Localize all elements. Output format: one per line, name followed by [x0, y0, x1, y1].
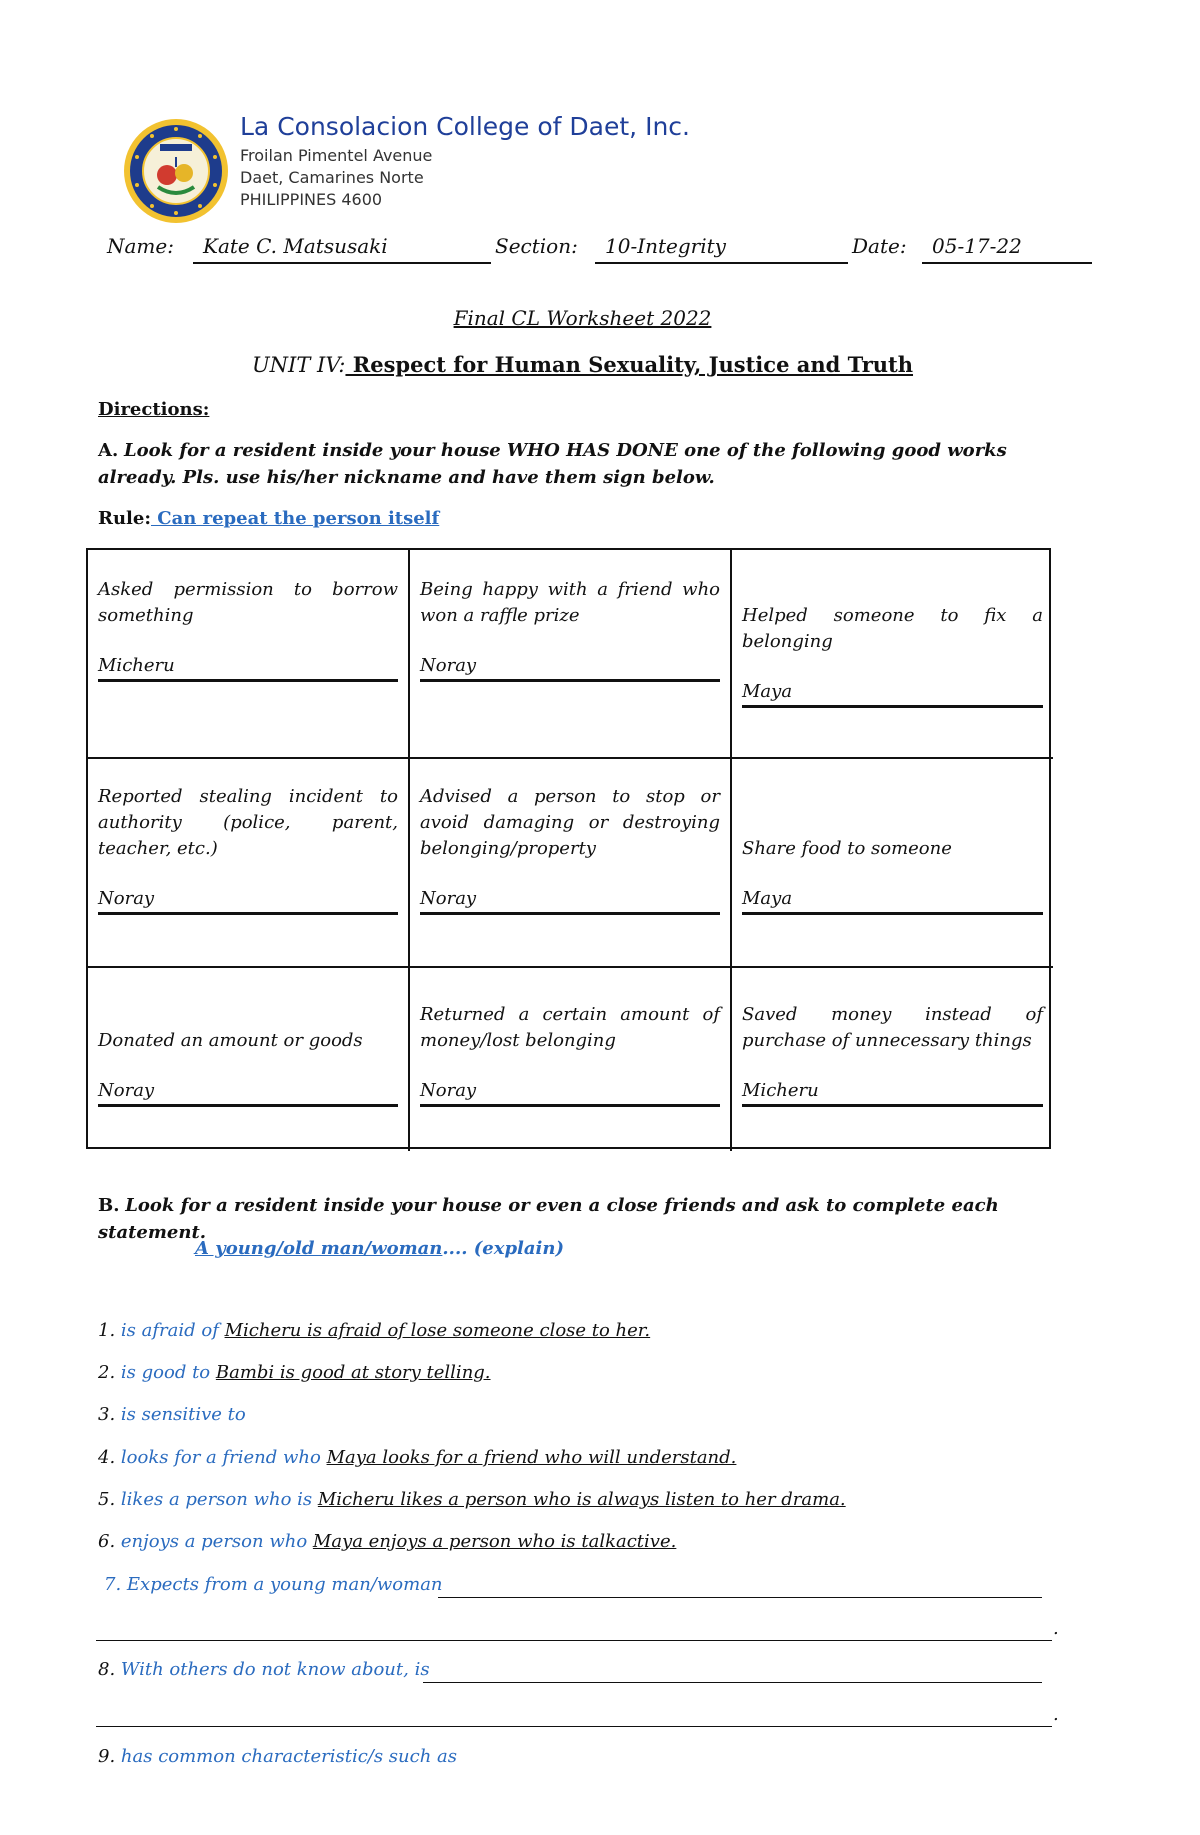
- grid-cell: [732, 968, 1053, 1151]
- section-label: Section:: [495, 234, 578, 258]
- school-seal-logo: [122, 117, 230, 225]
- prompt-suffix: .... (explain): [442, 1238, 564, 1259]
- school-address-line-3: PHILIPPINES 4600: [240, 190, 383, 209]
- grid-task: Share food to someone: [742, 838, 952, 859]
- item-stem: is sensitive to: [115, 1404, 246, 1425]
- item-number: 3.: [98, 1404, 116, 1425]
- school-name: La Consolacion College of Daet, Inc.: [240, 112, 690, 141]
- date-label: Date:: [852, 234, 907, 258]
- unit-prefix: UNIT IV:: [251, 353, 346, 377]
- item-number: 8.: [98, 1659, 116, 1680]
- part-a-text: Look for a resident inside your house WHO HAS DONE one of the following good works already. Pls. use his/her nickname and have them sign below.: [98, 440, 1007, 488]
- grid-signer: Maya: [742, 886, 1043, 915]
- statement-item-8: [98, 1659, 430, 1680]
- grid-task: Saved money instead of purchase of unnecessary things: [742, 1004, 1043, 1051]
- answer-line: [96, 1640, 1052, 1641]
- grid-task: Asked permission to borrow something: [98, 579, 398, 626]
- statement-item-9: [98, 1746, 457, 1767]
- part-b-text: Look for a resident inside your house or even a close friends and ask to complete each statement.: [98, 1195, 999, 1243]
- item-stem: enjoys a person who: [115, 1531, 313, 1552]
- grid-cell: [410, 759, 732, 968]
- item-answer: Micheru likes a person who is always listen to her drama.: [317, 1489, 846, 1510]
- directions-a: [98, 437, 1068, 491]
- item-stem: is afraid of: [115, 1320, 225, 1341]
- item-answer: Maya enjoys a person who is talkactive.: [312, 1531, 677, 1552]
- date-value: 05-17-22: [922, 234, 1092, 264]
- grid-signer: Maya: [742, 679, 1043, 708]
- grid-signer: Noray: [98, 1078, 398, 1107]
- student-info-line: [107, 232, 1092, 266]
- unit-heading: [0, 352, 1165, 377]
- grid-task: Returned a certain amount of money/lost belonging: [420, 1004, 720, 1051]
- item-stem: Expects from a young man/woman: [121, 1574, 443, 1595]
- student-name: Kate C. Matsusaki: [193, 234, 491, 264]
- item-number: 6.: [98, 1531, 116, 1552]
- statement-item-4: [98, 1447, 736, 1468]
- part-b-letter: B.: [98, 1195, 120, 1216]
- grid-cell: [732, 759, 1053, 968]
- grid-cell: [88, 759, 410, 968]
- prompt-text: A young/old man/woman: [195, 1238, 443, 1259]
- item-stem: looks for a friend who: [115, 1447, 327, 1468]
- item-number: 4.: [98, 1447, 116, 1468]
- rule-text: Can repeat the person itself: [150, 508, 440, 529]
- grid-signer: Noray: [420, 886, 720, 915]
- grid-signer: Noray: [420, 653, 720, 682]
- school-address-line-2: Daet, Camarines Norte: [240, 168, 424, 187]
- worksheet-title: Final CL Worksheet 2022: [453, 306, 712, 330]
- part-b-prompt: [195, 1235, 1165, 1262]
- answer-line: [438, 1597, 1042, 1598]
- item-answer: Maya looks for a friend who will understand.: [326, 1447, 737, 1468]
- grid-cell: [88, 550, 410, 759]
- item-number: 9.: [98, 1746, 116, 1767]
- item-number: 1.: [98, 1320, 116, 1341]
- item-stem: With others do not know about, is: [115, 1659, 430, 1680]
- rule-label: Rule:: [98, 508, 151, 529]
- answer-line: [423, 1682, 1042, 1683]
- item-answer: Micheru is afraid of lose someone close to her.: [224, 1320, 651, 1341]
- part-a-letter: A.: [98, 440, 119, 461]
- item-stem: likes a person who is: [115, 1489, 318, 1510]
- grid-cell: [732, 550, 1053, 759]
- statement-item-7: [104, 1574, 443, 1595]
- grid-task: Being happy with a friend who won a raffle prize: [420, 579, 720, 626]
- grid-signer: Noray: [98, 886, 398, 915]
- school-header: [240, 112, 690, 211]
- answer-line: [96, 1726, 1052, 1727]
- grid-cell: [88, 968, 410, 1151]
- unit-title: Respect for Human Sexuality, Justice and Truth: [345, 352, 914, 377]
- grid-task: Donated an amount or goods: [98, 1030, 363, 1051]
- item-number: 5.: [98, 1489, 116, 1510]
- item-answer: Bambi is good at story telling.: [215, 1362, 491, 1383]
- good-works-grid: [86, 548, 1051, 1149]
- grid-signer: Micheru: [98, 653, 398, 682]
- grid-cell: [410, 968, 732, 1151]
- item-stem: is good to: [115, 1362, 216, 1383]
- grid-task: Reported stealing incident to authority (police, parent, teacher, etc.): [98, 786, 398, 859]
- grid-signer: Noray: [420, 1078, 720, 1107]
- section-value: 10-Integrity: [595, 234, 848, 264]
- statement-item-6: [98, 1531, 676, 1552]
- line-end-dot: .: [1053, 1704, 1059, 1725]
- item-number: 7.: [104, 1574, 122, 1595]
- statement-item-5: [98, 1489, 846, 1510]
- grid-cell: [410, 550, 732, 759]
- item-stem: has common characteristic/s such as: [115, 1746, 457, 1767]
- statement-item-3: [98, 1404, 246, 1425]
- rule-line: [98, 505, 1068, 532]
- grid-task: Advised a person to stop or avoid damaging or destroying belonging/property: [420, 786, 720, 859]
- item-number: 2.: [98, 1362, 116, 1383]
- grid-signer: Micheru: [742, 1078, 1043, 1107]
- line-end-dot: .: [1053, 1618, 1059, 1639]
- directions-label: Directions:: [98, 399, 210, 420]
- statement-item-2: [98, 1362, 491, 1383]
- grid-task: Helped someone to fix a belonging: [742, 605, 1043, 652]
- school-address-line-1: Froilan Pimentel Avenue: [240, 146, 433, 165]
- statement-item-1: [98, 1320, 650, 1341]
- name-label: Name:: [107, 234, 174, 258]
